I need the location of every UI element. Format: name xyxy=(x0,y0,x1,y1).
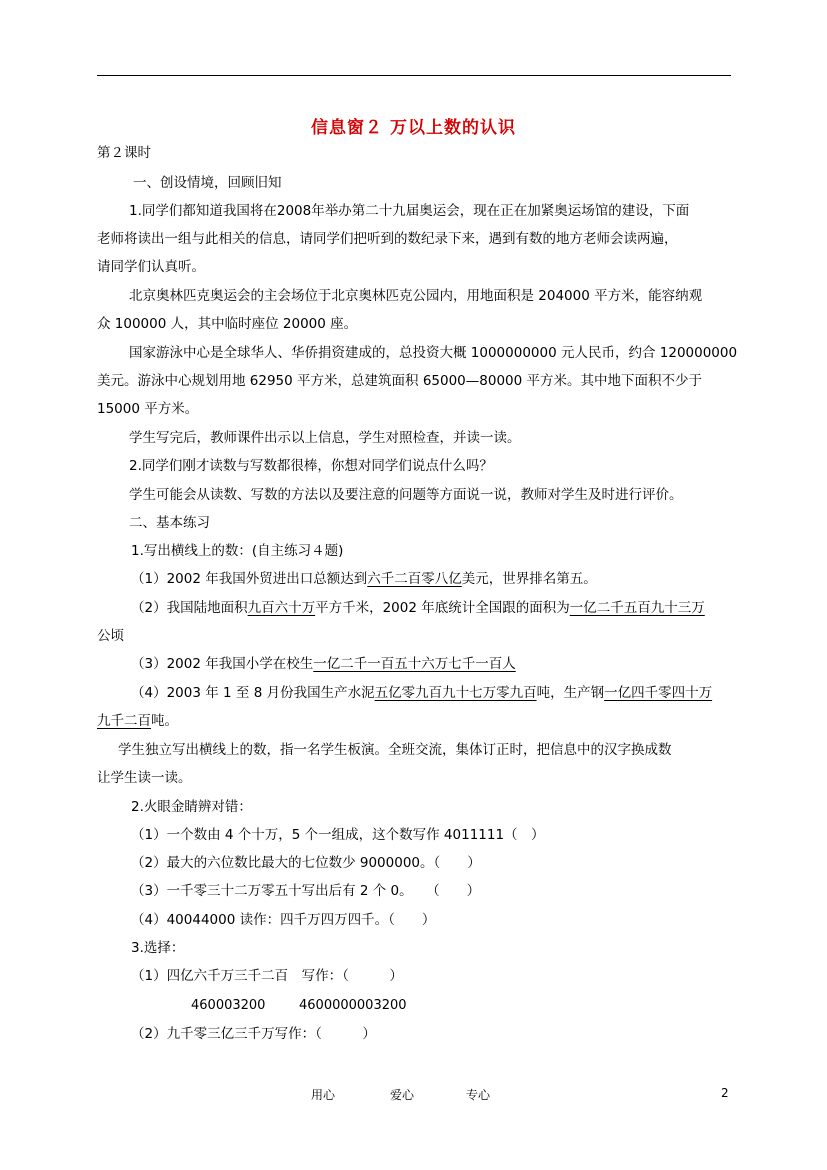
blank-answer: 九百六十万 xyxy=(247,600,316,616)
item-text: （4）2003 年 1 至 8 月份我国生产水泥 xyxy=(131,685,375,701)
paragraph-6: 学生可能会从读数、写数的方法以及要注意的问题等方面说一说，教师对学生及时进行评价。 xyxy=(129,487,683,503)
paragraph-4: 学生写完后，教师课件出示以上信息，学生对照检查，并读一读。 xyxy=(129,430,521,446)
item-text: （2）我国陆地面积 xyxy=(131,600,248,616)
paragraph-2-line-1: 北京奥林匹克奥运会的主会场位于北京奥林匹克公园内，用地面积是 204000 平方米，能容纳观 xyxy=(129,288,703,304)
exercise-2-item-3: （3）一千零三十二万零五十写出后有 2 个 0。 （ ） xyxy=(131,883,481,899)
paragraph-1-line-1: 1.同学们都知道我国将在2008年举办第二十九届奥运会，现在正在加紧奥运场馆的建设，下面 xyxy=(129,203,690,219)
page-title: 信息窗２ 万以上数的认识 xyxy=(311,118,516,138)
exercise-1-item-4-cont xyxy=(97,711,178,731)
exercise-2-item-1: （1）一个数由 4 个十万，5 个一组成，这个数写作 4011111（ ） xyxy=(131,827,545,843)
paragraph-3-line-3: 15000 平方米。 xyxy=(97,401,199,417)
footer-text-3: 专心 xyxy=(466,1088,491,1102)
item-text: （3）2002 年我国小学在校生 xyxy=(131,656,314,672)
exercise-1-item-3 xyxy=(131,654,516,674)
item-text: 吨，生产钢 xyxy=(536,685,605,701)
exercise-1-item-2-cont: 公顷 xyxy=(97,628,124,644)
item-text: 吨。 xyxy=(151,713,178,729)
footer-text-2: 爱心 xyxy=(390,1088,415,1102)
exercise-3-item-1: （1）四亿六千万三千二百 写作：（ ） xyxy=(131,968,403,984)
lesson-label: 第２课时 xyxy=(97,145,151,161)
exercise-1-item-1 xyxy=(131,569,597,589)
exercise-3-item-2: （2）九千零三亿三千万写作：（ ） xyxy=(131,1026,376,1042)
paragraph-5: 2.同学们刚才读数与写数都很棒，你想对同学们说点什么吗？ xyxy=(129,458,493,474)
blank-answer: 五亿零九百九十七万零九百 xyxy=(374,685,537,701)
item-text: （1）2002 年我国外贸进出口总额达到 xyxy=(131,571,368,587)
blank-answer: 一亿二千一百五十六万七千一百人 xyxy=(313,656,516,672)
section-heading-1: 一、创设情境，回顾旧知 xyxy=(133,175,282,191)
paragraph-3-line-1: 国家游泳中心是全球华人、华侨捐资建成的，总投资大概 1000000000 元人民币，约合 120000000 xyxy=(129,345,738,361)
header-rule xyxy=(97,75,731,76)
footer-text-1: 用心 xyxy=(311,1088,336,1102)
exercise-1-heading: 1.写出横线上的数：(自主练习４题) xyxy=(131,543,344,559)
blank-answer: 一亿四千零四十万 xyxy=(604,685,713,701)
section-heading-2: 二、基本练习 xyxy=(129,515,210,531)
paragraph-7-line-2: 让学生读一读。 xyxy=(97,770,192,786)
blank-answer: 一亿二千五百九十三万 xyxy=(569,600,705,616)
paragraph-2-line-2: 众 100000 人，其中临时座位 20000 座。 xyxy=(97,316,358,332)
item-text: 美元，世界排名第五。 xyxy=(461,571,597,587)
paragraph-1-line-3: 请同学们认真听。 xyxy=(97,259,205,275)
page-number: 2 xyxy=(721,1086,729,1100)
item-text: 平方千米，2002 年底统计全国跟的面积为 xyxy=(315,600,570,616)
exercise-2-item-4: （4）40044000 读作：四千万四万四千。（ ） xyxy=(131,912,436,928)
exercise-1-item-2 xyxy=(131,598,705,618)
choice-option-2: 4600000003200 xyxy=(299,998,407,1013)
exercise-2-heading: 2.火眼金睛辨对错： xyxy=(131,799,252,815)
exercise-2-item-2: （2）最大的六位数比最大的七位数少 9000000。（ ） xyxy=(131,855,481,871)
paragraph-3-line-2: 美元。游泳中心规划用地 62950 平方米，总建筑面积 65000—80000 平方米。其中地下面积不少于 xyxy=(97,373,703,389)
paragraph-7-line-1: 学生独立写出横线上的数，指一名学生板演。全班交流，集体订正时，把信息中的汉字换成数 xyxy=(118,742,672,758)
choice-option-1: 460003200 xyxy=(191,998,266,1013)
blank-answer: 六千二百零八亿 xyxy=(367,571,462,587)
paragraph-1-line-2: 老师将读出一组与此相关的信息，请同学们把听到的数纪录下来，遇到有数的地方老师会读两遍， xyxy=(97,231,678,247)
exercise-1-item-4 xyxy=(131,683,712,703)
exercise-3-heading: 3.选择： xyxy=(131,940,185,956)
blank-answer: 九千二百 xyxy=(97,713,151,729)
